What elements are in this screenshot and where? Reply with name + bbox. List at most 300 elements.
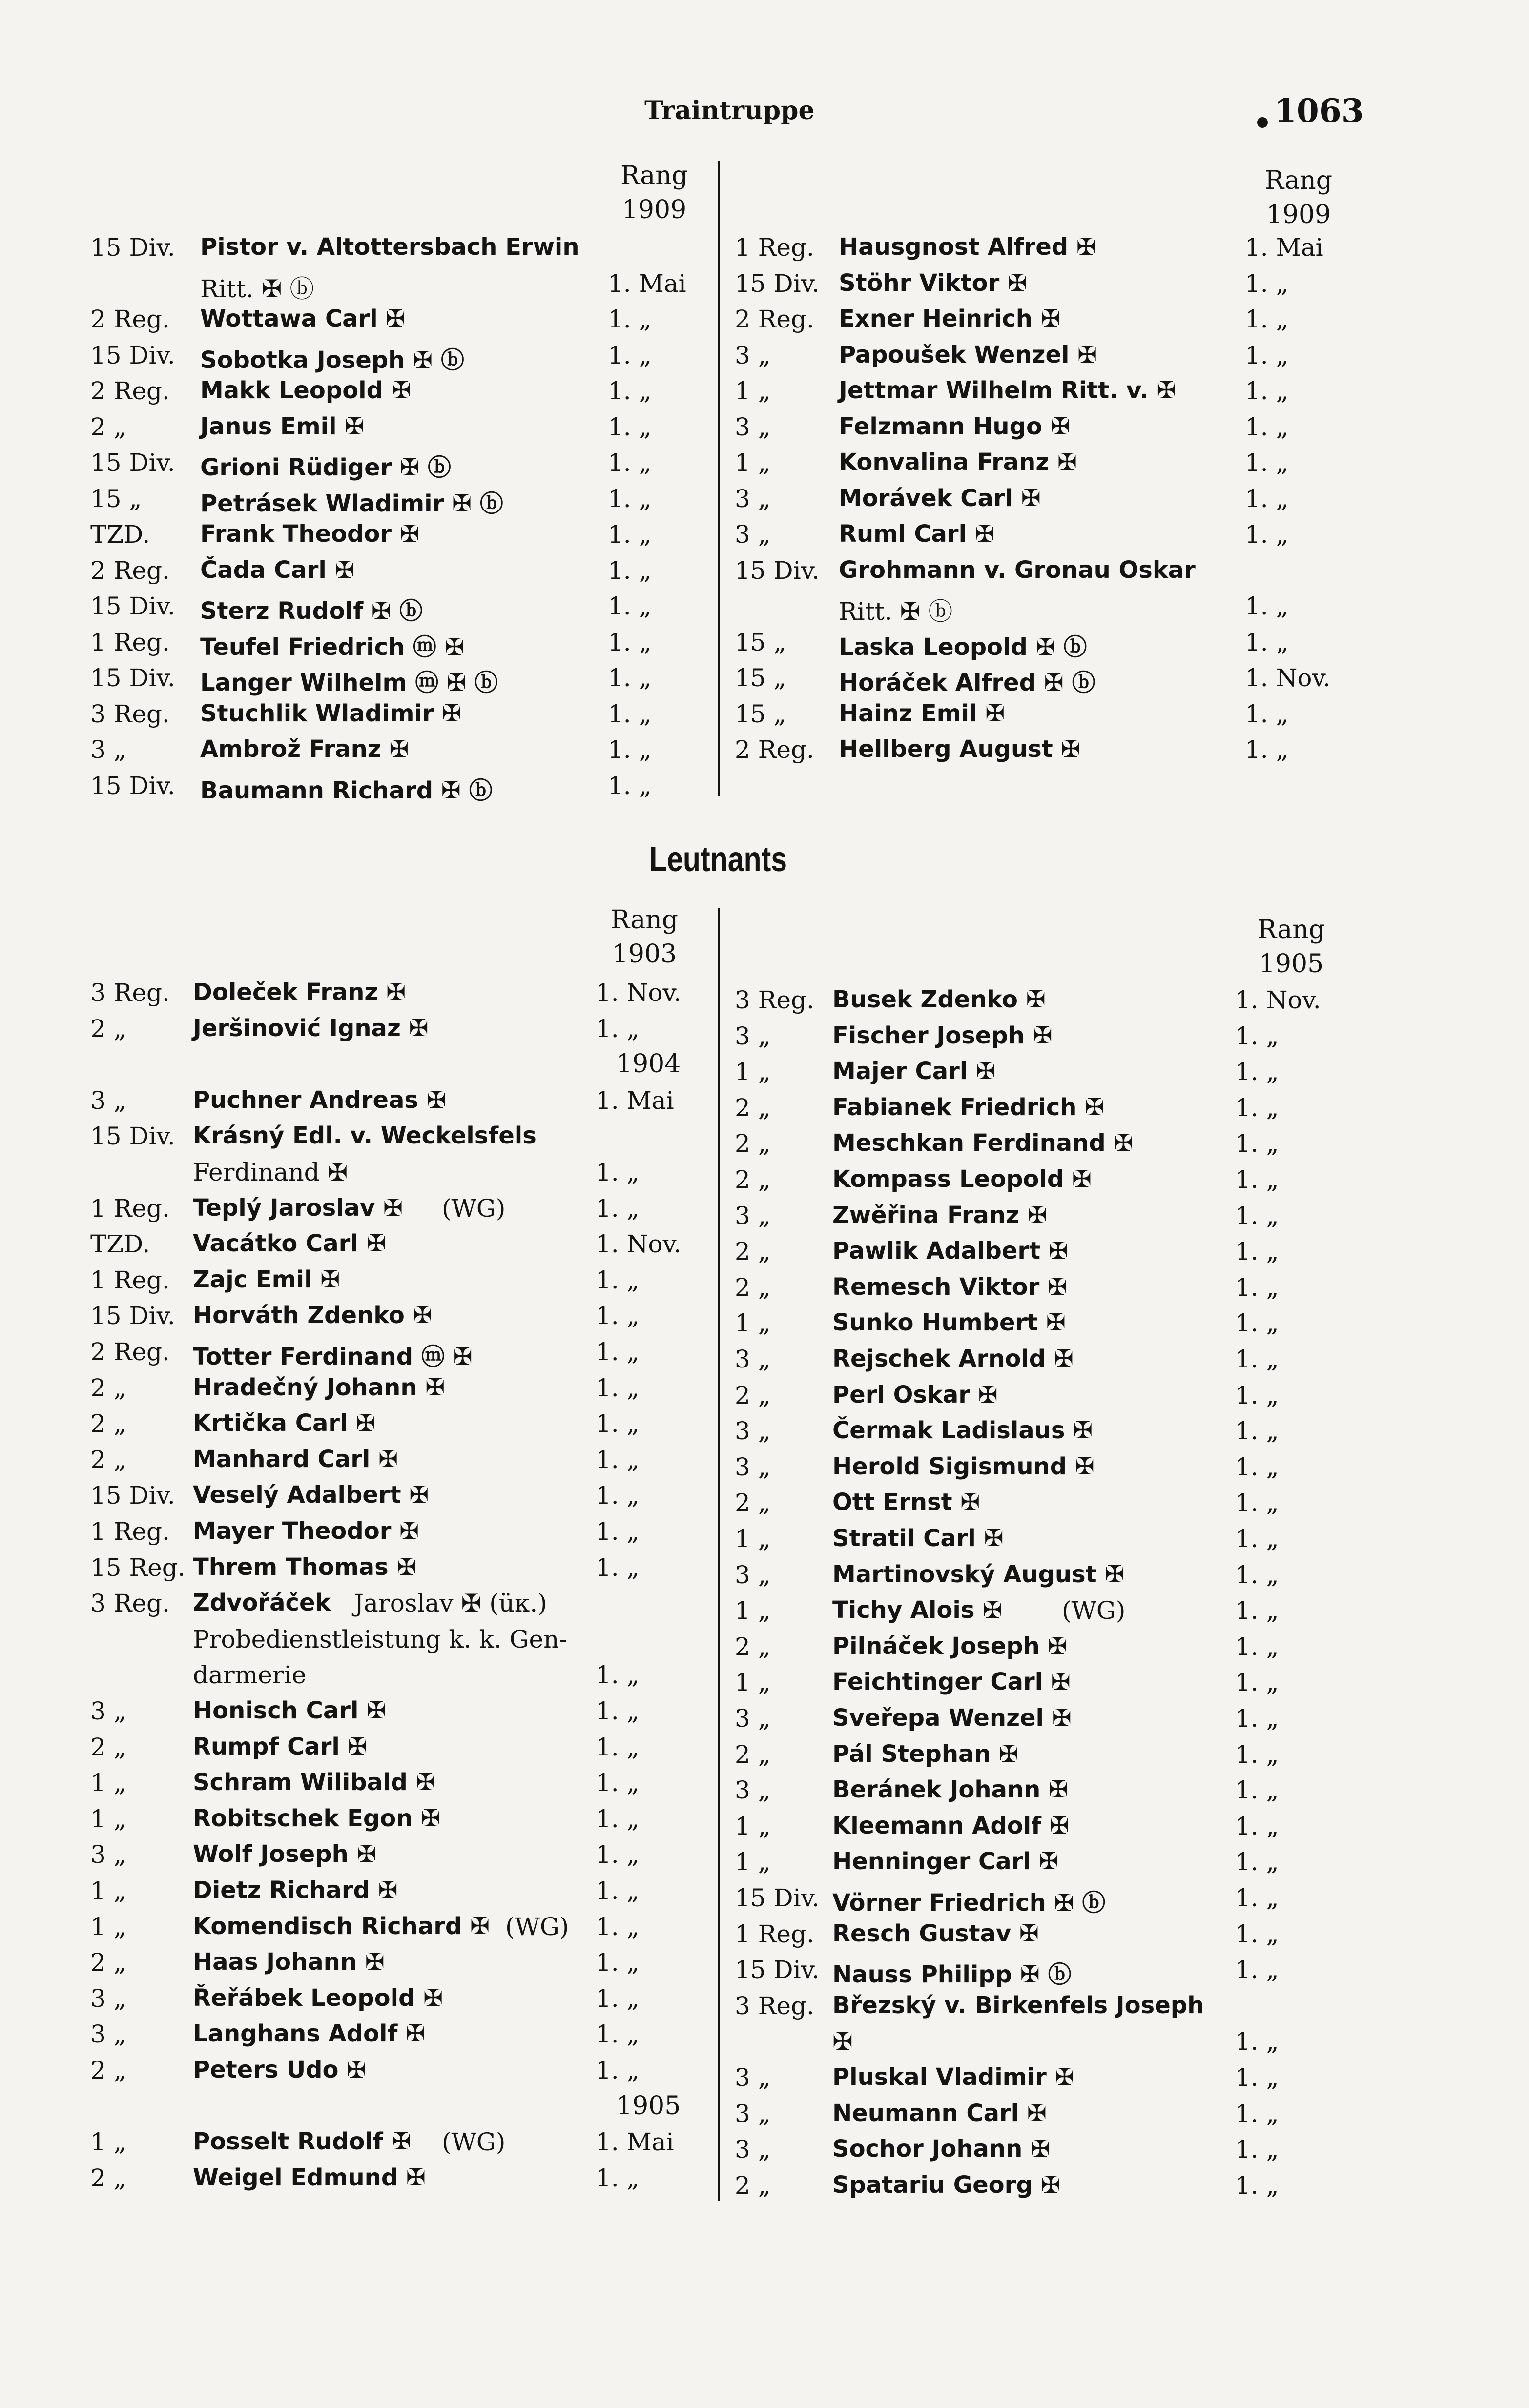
officer-name: Sveřepa Wenzel ✠ (832, 1704, 1072, 1732)
unit-label: 2 „ (90, 2164, 126, 2192)
rank-date: 1. „ (608, 413, 652, 441)
officer-name: Grioni Rüdiger ✠ ⓑ (200, 454, 452, 481)
rank-date: 1. „ (596, 1517, 640, 1546)
officer-name: Feichtinger Carl ✠ (832, 1668, 1071, 1695)
officer-name: Zajc Emil ✠ (193, 1266, 340, 1293)
officer-name: Sochor Johann ✠ (832, 2135, 1051, 2163)
officer-name: Stöhr Viktor ✠ (839, 269, 1028, 297)
rank-date: 1. „ (1245, 592, 1289, 620)
name-continuation: Ritt. ✠ ⓑ (839, 597, 953, 626)
list-row (0, 1345, 1529, 1379)
list-row (0, 1094, 1529, 1128)
list-row (0, 1920, 1529, 1954)
rank-date: 1. „ (596, 1877, 640, 1905)
unit-label: 2 Reg. (90, 556, 170, 585)
rank-date: 1. „ (608, 305, 652, 333)
rank-date: 1. „ (1235, 1956, 1279, 1984)
rank-date: 1. „ (608, 772, 652, 800)
officer-name: Kleemann Adolf ✠ (832, 1812, 1069, 1839)
unit-label: 2 „ (735, 1237, 771, 1265)
unit-label: 2 Reg. (90, 377, 170, 405)
unit-label: 2 „ (735, 1489, 771, 1517)
unit-label: 1 „ (735, 1848, 771, 1876)
rank-date: 1. „ (608, 520, 652, 549)
rank-date: 1. Mai (596, 2128, 674, 2156)
list-row (0, 1633, 1529, 1667)
list-row (0, 1058, 1529, 1092)
unit-label: 3 Reg. (735, 986, 814, 1014)
officer-name: Henninger Carl ✠ (832, 1848, 1059, 1875)
unit-label: 2 Reg. (90, 1338, 170, 1366)
unit-label: 2 „ (735, 2171, 771, 2200)
list-row (0, 628, 1529, 662)
rank-date: 1. „ (1245, 485, 1289, 513)
list-row (0, 1273, 1529, 1307)
unit-label: 3 „ (90, 1697, 126, 1725)
unit-label: TZD. (90, 520, 150, 549)
unit-label: 3 Reg. (735, 1992, 814, 2020)
rank-date: 1. „ (596, 1697, 640, 1725)
list-row (0, 2100, 1529, 2134)
unit-label: 1 „ (90, 1769, 126, 1797)
officer-name: Hausgnost Alfred ✠ (839, 233, 1096, 261)
unit-label: 1 Reg. (735, 1920, 814, 1948)
rank-date: 1. „ (608, 700, 652, 728)
unit-label: 3 „ (735, 413, 771, 441)
officer-name: Pluskal Vladimir ✠ (832, 2063, 1074, 2091)
rank-date: 1. „ (1235, 1058, 1279, 1086)
officer-name: Robitschek Egon ✠ (193, 1805, 441, 1832)
top-left-year: 1909 (621, 195, 687, 224)
unit-label: 2 „ (735, 1381, 771, 1409)
unit-label: 2 „ (90, 1446, 126, 1474)
list-row (0, 1165, 1529, 1200)
rank-date: 1. „ (596, 1446, 640, 1474)
list-row (0, 305, 1529, 339)
officer-name: Jettmar Wilhelm Ritt. v. ✠ (839, 377, 1177, 404)
rank-date: 1. Mai (596, 1086, 674, 1115)
name-suffix: Jaroslav ✠ (üк.) (354, 1589, 547, 1617)
ink-dot (1257, 117, 1268, 128)
list-row (0, 1776, 1529, 1810)
rank-date: 1. „ (1235, 1776, 1279, 1804)
officer-name: Řeřábek Leopold ✠ (193, 1984, 443, 2012)
officer-name: Langer Wilhelm ⓜ ✠ ⓑ (200, 669, 498, 696)
rank-date: 1. „ (596, 1661, 640, 1689)
list-row (0, 1489, 1529, 1523)
rank-date: 1. „ (1235, 2027, 1279, 2056)
officer-name: Tichy Alois ✠ (832, 1596, 1003, 1624)
unit-label: 15 „ (735, 700, 786, 728)
list-row (0, 1596, 1529, 1631)
unit-label: 2 „ (735, 1740, 771, 1769)
officer-name: Laska Leopold ✠ ⓑ (839, 633, 1087, 661)
rank-date: 1. „ (1235, 1884, 1279, 1912)
officer-name: Pál Stephan ✠ (832, 1740, 1019, 1768)
unit-label: 3 „ (735, 1022, 771, 1050)
unit-label: 15 Reg. (90, 1553, 186, 1582)
unit-label: 15 Div. (90, 1122, 175, 1150)
list-row (0, 485, 1529, 519)
unit-label: 3 „ (735, 2100, 771, 2128)
officer-name: Komendisch Richard ✠ (193, 1913, 490, 1940)
unit-label: 1 „ (735, 449, 771, 477)
rank-date: 1. „ (1235, 1094, 1279, 1122)
unit-label: 1 „ (735, 1309, 771, 1337)
top-right-year: 1909 (1266, 200, 1331, 229)
rank-date: 1. „ (1235, 1273, 1279, 1302)
unit-label: 15 Div. (735, 1884, 820, 1912)
officer-name: Perl Oskar ✠ (832, 1381, 998, 1408)
officer-name: Vörner Friedrich ✠ ⓑ (832, 1889, 1106, 1917)
officer-name: Teplý Jaroslav ✠ (193, 1194, 403, 1222)
name-continuation: Ritt. ✠ ⓑ (200, 275, 314, 303)
name-continuation: ✠ (832, 2027, 853, 2056)
list-row (0, 233, 1529, 267)
unit-label: 3 „ (735, 1561, 771, 1589)
officer-name: Horváth Zdenko ✠ (193, 1302, 433, 1329)
rank-date: 1. „ (1245, 449, 1289, 477)
rank-date: 1. „ (596, 1840, 640, 1869)
name-suffix: (WG) (1062, 1596, 1126, 1625)
unit-label: 1 „ (735, 1525, 771, 1553)
unit-label: 15 Div. (735, 269, 820, 298)
unit-label: 1 Reg. (90, 1266, 170, 1294)
unit-label: 15 Div. (90, 233, 175, 262)
rank-date: 1. Nov. (596, 1230, 682, 1258)
officer-name: Weigel Edmund ✠ (193, 2164, 426, 2191)
officer-name: Schram Wilibald ✠ (193, 1769, 435, 1796)
rank-date: 1. „ (1235, 1381, 1279, 1409)
top-left-rang-label: Rang (620, 161, 688, 190)
list-row (0, 1129, 1529, 1163)
rank-date: 1. „ (608, 341, 652, 369)
officer-name: Jeršinović Ignaz ✠ (193, 1015, 429, 1042)
unit-label: 1 „ (90, 1913, 126, 1941)
officer-name: Wolf Joseph ✠ (193, 1840, 376, 1868)
officer-name: Stratil Carl ✠ (832, 1525, 1004, 1552)
unit-label: 15 „ (735, 628, 786, 656)
officer-name: Busek Zdenko ✠ (832, 986, 1046, 1013)
page-header-title: Traintruppe (644, 96, 815, 125)
rank-date: 1. „ (596, 1733, 640, 1761)
rank-date: 1. „ (596, 1158, 640, 1186)
rank-date: 1. „ (596, 1553, 640, 1582)
officer-name: Sterz Rudolf ✠ ⓑ (200, 597, 423, 625)
list-row (0, 341, 1529, 375)
officer-name: Spatariu Georg ✠ (832, 2171, 1061, 2199)
unit-label: 2 „ (90, 1948, 126, 1977)
rank-date: 1. „ (596, 1913, 640, 1941)
officer-name: Horáček Alfred ✠ ⓑ (839, 669, 1095, 696)
list-row (0, 1812, 1529, 1846)
rank-date: 1. „ (1235, 1453, 1279, 1481)
officer-name: Resch Gustav ✠ (832, 1920, 1039, 1947)
rank-date: 1. „ (608, 449, 652, 477)
officer-name: Zdvořáček (193, 1589, 331, 1616)
unit-label: 15 „ (735, 664, 786, 692)
unit-label: 2 „ (735, 1633, 771, 1661)
officer-name: Čada Carl ✠ (200, 556, 354, 584)
list-row (0, 735, 1529, 770)
officer-name: Martinovský August ✠ (832, 1561, 1125, 1588)
unit-label: 2 „ (90, 1409, 126, 1438)
list-row (0, 772, 1529, 806)
unit-label: 1 „ (90, 1805, 126, 1833)
officer-name: Ott Ernst ✠ (832, 1489, 980, 1516)
rank-date: 1. „ (1235, 1848, 1279, 1876)
rank-date: 1. „ (1235, 1704, 1279, 1733)
officer-name: Čermak Ladislaus ✠ (832, 1417, 1093, 1444)
unit-label: 3 „ (735, 485, 771, 513)
officer-name: Puchner Andreas ✠ (193, 1086, 446, 1114)
rank-date: 1. „ (1235, 1237, 1279, 1265)
year-marker-1904: 1904 (616, 1049, 681, 1079)
rank-date: 1. „ (1245, 413, 1289, 441)
name-suffix: (WG) (505, 1913, 569, 1941)
rank-date: 1. „ (596, 1194, 640, 1223)
rank-date: 1. „ (1235, 1812, 1279, 1840)
list-row (0, 556, 1529, 591)
unit-label: 1 Reg. (90, 1517, 170, 1546)
rank-date: 1. „ (596, 1409, 640, 1438)
officer-name: Meschkan Ferdinand ✠ (832, 1129, 1134, 1157)
officer-name: Makk Leopold ✠ (200, 377, 411, 404)
officer-name: Kompass Leopold ✠ (832, 1165, 1092, 1193)
list-row (0, 1202, 1529, 1236)
unit-label: 15 Div. (90, 1481, 175, 1510)
list-row (0, 269, 1529, 304)
rank-date: 1. „ (596, 2056, 640, 2084)
unit-label: 2 „ (90, 1015, 126, 1043)
list-row (0, 592, 1529, 626)
unit-label: 15 Div. (90, 449, 175, 477)
unit-label: 1 „ (90, 2128, 126, 2156)
unit-label: 15 Div. (735, 1956, 820, 1984)
rank-date: 1. Mai (608, 269, 686, 298)
officer-name: Sunko Humbert ✠ (832, 1309, 1066, 1336)
rank-date: 1. „ (1235, 1489, 1279, 1517)
rank-date: 1. „ (1235, 1740, 1279, 1769)
unit-label: 3 „ (735, 1202, 771, 1230)
rank-date: 1. „ (608, 735, 652, 764)
unit-label: 2 „ (735, 1129, 771, 1158)
rank-date: 1. „ (1235, 1022, 1279, 1050)
rank-date: 1. „ (1245, 628, 1289, 656)
officer-name: Manhard Carl ✠ (193, 1446, 398, 1473)
list-row (0, 1992, 1529, 2026)
unit-label: 2 Reg. (90, 305, 170, 333)
list-row (0, 664, 1529, 698)
rank-date: 1. Nov. (1235, 986, 1321, 1014)
unit-label: 2 Reg. (735, 735, 814, 764)
officer-name: Hellberg August ✠ (839, 735, 1081, 763)
rank-date: 1. „ (1235, 1525, 1279, 1553)
officer-name: Neumann Carl ✠ (832, 2100, 1047, 2127)
unit-label: 3 Reg. (90, 700, 170, 728)
officer-name: Posselt Rudolf ✠ (193, 2128, 411, 2155)
officer-name: Dietz Richard ✠ (193, 1877, 398, 1904)
top-right-rang-label: Rang (1264, 166, 1333, 195)
name-continuation: Probedienstleistung k. k. Gen- (193, 1625, 568, 1653)
list-row (0, 413, 1529, 447)
unit-label: 2 „ (90, 413, 126, 441)
officer-name: Frank Theodor ✠ (200, 520, 419, 548)
officer-name: Ruml Carl ✠ (839, 520, 994, 548)
unit-label: 3 „ (735, 1417, 771, 1445)
rank-date: 1. „ (596, 1266, 640, 1294)
rank-date: 1. „ (608, 592, 652, 620)
rank-date: 1. „ (1245, 520, 1289, 549)
officer-name: Majer Carl ✠ (832, 1058, 996, 1085)
unit-label: 15 Div. (90, 341, 175, 369)
unit-label: 15 Div. (90, 664, 175, 692)
rank-date: 1. „ (596, 2020, 640, 2048)
rank-date: 1. Mai (1245, 233, 1323, 262)
officer-name: Fabianek Friedrich ✠ (832, 1094, 1105, 1121)
list-row (0, 1848, 1529, 1882)
list-row (0, 1884, 1529, 1918)
list-row (0, 377, 1529, 411)
officer-name: Haas Johann ✠ (193, 1948, 385, 1976)
rank-date: 1. „ (1235, 1165, 1279, 1194)
unit-label: TZD. (90, 1230, 150, 1258)
rank-date: 1. „ (608, 628, 652, 656)
unit-label: 1 Reg. (90, 1194, 170, 1223)
rank-date: 1. „ (596, 1481, 640, 1510)
unit-label: 1 Reg. (90, 628, 170, 656)
list-row (0, 1525, 1529, 1559)
officer-name: Nauss Philipp ✠ ⓑ (832, 1961, 1072, 1988)
rank-date: 1. „ (608, 664, 652, 692)
rank-date: 1. „ (596, 2164, 640, 2192)
rank-date: 1. „ (596, 1948, 640, 1977)
officer-name: Rejschek Arnold ✠ (832, 1345, 1074, 1372)
bottom-right-year: 1905 (1259, 949, 1324, 979)
bottom-left-rang-label: Rang (610, 905, 679, 935)
officer-name: Papoušek Wenzel ✠ (839, 341, 1097, 368)
name-suffix: (WG) (442, 1194, 506, 1223)
rank-date: 1. „ (1245, 700, 1289, 728)
list-row (0, 1022, 1529, 1056)
rank-date: 1. „ (1235, 1309, 1279, 1337)
unit-label: 2 „ (735, 1165, 771, 1194)
officer-name: Baumann Richard ✠ ⓑ (200, 777, 493, 804)
list-row (0, 1704, 1529, 1738)
officer-name: Krtička Carl ✠ (193, 1409, 376, 1437)
rank-date: 1. „ (1245, 341, 1289, 369)
unit-label: 3 „ (735, 1453, 771, 1481)
rank-date: 1. „ (608, 377, 652, 405)
rank-date: 1. „ (1235, 1561, 1279, 1589)
list-row (0, 2027, 1529, 2061)
officer-name: Březský v. Birkenfels Joseph (832, 1992, 1204, 2019)
officer-name: Pawlik Adalbert ✠ (832, 1237, 1068, 1265)
rank-date: 1. „ (1235, 1345, 1279, 1373)
officer-name: Hradečný Johann ✠ (193, 1374, 445, 1401)
officer-name: Sobotka Joseph ✠ ⓑ (200, 347, 464, 374)
page-number: 1063 (1274, 92, 1364, 130)
name-continuation: Ferdinand ✠ (193, 1158, 348, 1186)
unit-label: 15 Div. (90, 592, 175, 620)
list-row (0, 2135, 1529, 2169)
unit-label: 15 Div. (735, 556, 820, 585)
officer-name: Ambrož Franz ✠ (200, 735, 409, 763)
officer-name: Wottawa Carl ✠ (200, 305, 406, 332)
unit-label: 1 „ (735, 1058, 771, 1086)
unit-label: 2 „ (735, 1273, 771, 1302)
bottom-right-rang-label: Rang (1257, 915, 1325, 944)
officer-name: Mayer Theodor ✠ (193, 1517, 419, 1545)
list-row (0, 700, 1529, 734)
officer-name: Langhans Adolf ✠ (193, 2020, 426, 2047)
officer-name: Peters Udo ✠ (193, 2056, 367, 2083)
list-row (0, 520, 1529, 554)
unit-label: 15 Div. (90, 772, 175, 800)
rank-date: 1. „ (1235, 1202, 1279, 1230)
officer-name: Felzmann Hugo ✠ (839, 413, 1070, 440)
unit-label: 3 „ (735, 2063, 771, 2092)
officer-name: Zwěřina Franz ✠ (832, 1202, 1047, 1229)
rank-date: 1. „ (1245, 377, 1289, 405)
officer-name: Janus Emil ✠ (200, 413, 365, 440)
rank-date: 1. „ (1235, 1920, 1279, 1948)
officer-name: Teufel Friedrich ⓜ ✠ (200, 633, 464, 661)
unit-label: 3 „ (90, 2020, 126, 2048)
rank-date: 1. „ (596, 1984, 640, 2013)
rank-date: 1. „ (608, 556, 652, 585)
list-row (0, 1668, 1529, 1702)
unit-label: 15 „ (90, 485, 142, 513)
unit-label: 3 „ (735, 1776, 771, 1804)
unit-label: 2 „ (90, 1374, 126, 1402)
rank-date: 1. „ (596, 1015, 640, 1043)
rank-date: 1. „ (1245, 269, 1289, 298)
officer-name: Morávek Carl ✠ (839, 485, 1041, 512)
rank-date: 1. „ (1235, 2171, 1279, 2200)
unit-label: 15 Div. (90, 1302, 175, 1330)
unit-label: 3 Reg. (90, 979, 170, 1007)
officer-name: Krásný Edl. v. Weckelsfels (193, 1122, 537, 1149)
list-row (0, 986, 1529, 1020)
name-continuation: darmerie (193, 1661, 307, 1689)
unit-label: 3 „ (90, 1086, 126, 1115)
rank-date: 1. „ (1235, 1417, 1279, 1445)
unit-label: 2 „ (90, 1733, 126, 1761)
officer-name: Honisch Carl ✠ (193, 1697, 387, 1724)
unit-label: 3 „ (90, 1840, 126, 1869)
unit-label: 3 „ (735, 341, 771, 369)
officer-name: Remesch Viktor ✠ (832, 1273, 1068, 1301)
unit-label: 2 „ (735, 1094, 771, 1122)
list-row (0, 2171, 1529, 2205)
rank-date: 1. Nov. (596, 979, 682, 1007)
rank-date: 1. „ (1245, 735, 1289, 764)
rank-date: 1. „ (596, 1302, 640, 1330)
name-suffix: (WG) (442, 2128, 506, 2156)
unit-label: 3 Reg. (90, 1589, 170, 1617)
unit-label: 3 „ (90, 735, 126, 764)
list-row (0, 1453, 1529, 1487)
officer-name: Grohmann v. Gronau Oskar (839, 556, 1196, 584)
unit-label: 1 „ (735, 1596, 771, 1625)
unit-label: 3 „ (735, 1345, 771, 1373)
rank-date: 1. „ (1235, 1668, 1279, 1696)
officer-name: Beránek Johann ✠ (832, 1776, 1069, 1803)
list-row (0, 1417, 1529, 1451)
list-row (0, 2063, 1529, 2098)
rank-date: 1. „ (1235, 1596, 1279, 1625)
